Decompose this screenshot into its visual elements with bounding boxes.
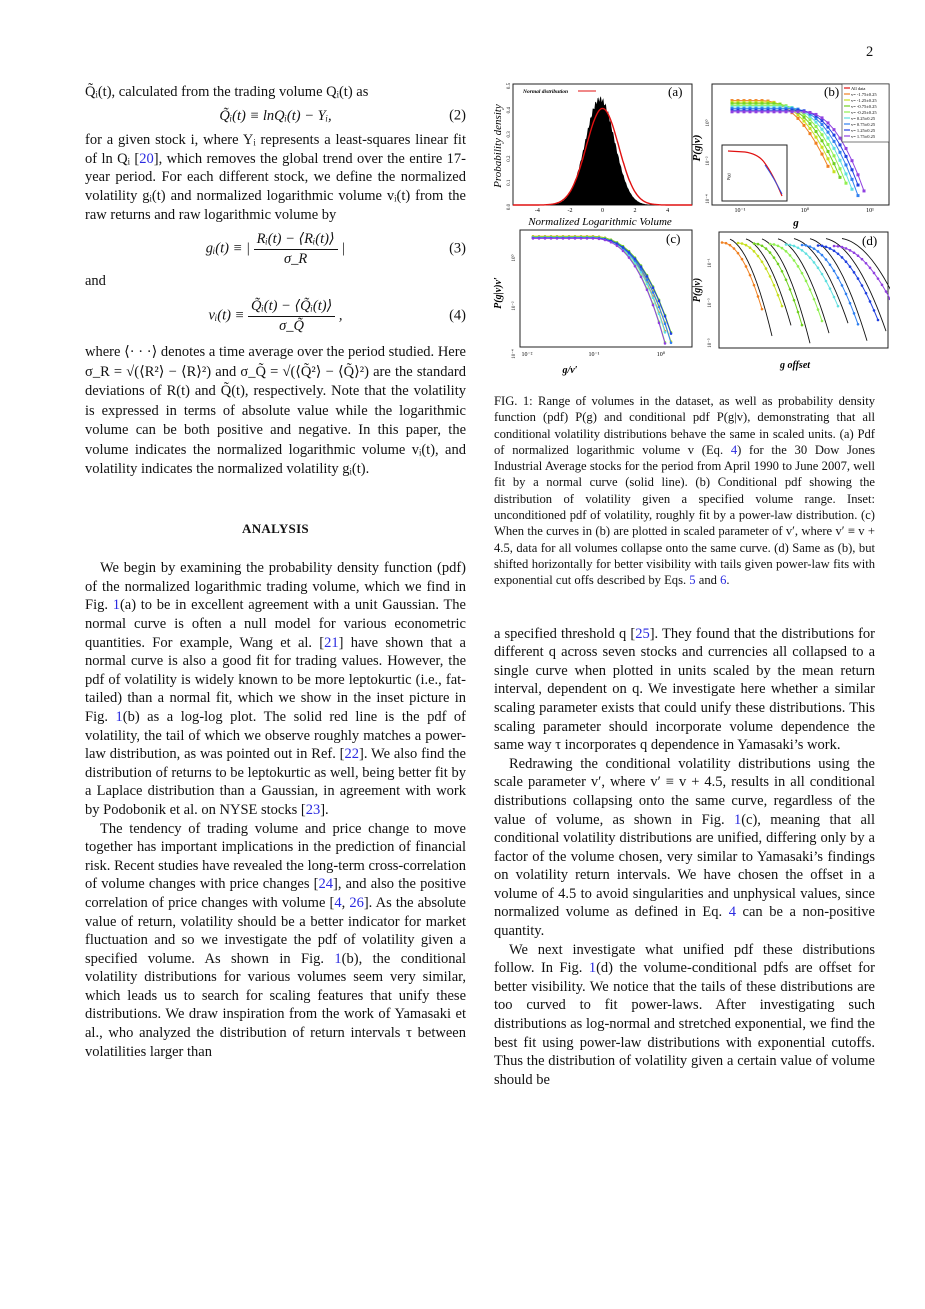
text-segment: for a given stock i, where Yᵢ represents a least-squares linear fit of ln Qᵢ [: [85, 132, 466, 167]
text-segment: a specified threshold q [: [494, 625, 636, 642]
citation-link[interactable]: 22: [344, 746, 360, 763]
equation-4-number: (4): [449, 307, 466, 324]
text-segment: ], which removes the global trend over the entire 17-year period. For each different stock, we define the normalized volatility gᵢ(t) and normalized logarithmic volume vᵢ(t) from the raw returns and raw logarithmic volume by: [85, 150, 467, 223]
tick-label: 10¹: [866, 208, 874, 214]
fraction: [254, 230, 338, 268]
tick-label: 10⁰: [512, 254, 517, 262]
tick-label: -4: [534, 208, 540, 214]
panel-label: (b): [824, 84, 840, 99]
equation-2: [85, 107, 466, 126]
tick-label: 0.0: [507, 203, 512, 211]
figure-caption: [494, 393, 875, 589]
panel-label: (c): [666, 231, 681, 246]
tick-label: 10⁻⁴: [512, 349, 517, 359]
numerator: Q̃ᵢ(t) − ⟨Q̃ᵢ(t)⟩: [248, 297, 335, 317]
right-column: [494, 393, 875, 1089]
y-ticks: [707, 258, 713, 348]
tick-label: 10⁻⁵: [708, 338, 713, 348]
tick-label: -2: [567, 208, 573, 214]
citation-link[interactable]: 1: [334, 950, 342, 967]
tick-label: 10⁻¹: [708, 258, 713, 268]
text-segment: and: [695, 573, 721, 588]
denominator: σ_Q̃: [279, 317, 305, 334]
panel-c-frame: [520, 230, 692, 347]
paragraph-text: [85, 343, 466, 480]
legend-entry: All data: [851, 85, 866, 91]
x-axis-label: g offset: [779, 360, 811, 371]
tick-label: 10⁻³: [708, 298, 713, 308]
tick-label: 0.1: [507, 179, 512, 186]
text-segment: ]. We also find the distribution of returns to be leptokurtic as well, being better fit by a Laplace distribution than a Gaussian, in agreement with work by Podobonik et al. on NYSE stocks [: [85, 746, 466, 818]
text-segment: ) for the 30 Dow Jones Industrial Average stocks for the period from April 1990 to June 2007, well fit by a normal curve (solid line). (b) Conditional pdf showing the distribution of volatility given a specified volume range. Inset: unconditioned pdf of volatility, roughly fit by a power-law distribution. (c) When the curves in (b) are plotted in scaled parameter of v′, where v′ ≡ v + 4.5, data for all volumes collapse onto the same curve. (d) Same as (b), but shifted horizontally for better visibility with tails given power-law fits with exponential cut offs described by Eqs.: [494, 442, 875, 588]
citation-link[interactable]: 4: [728, 904, 736, 921]
paragraph-text: [85, 820, 466, 1062]
text-segment: ], and also the positive correlation of price changes with volume [: [85, 876, 466, 911]
caption-text: [494, 394, 875, 587]
citation-link[interactable]: 4: [730, 442, 738, 457]
y-axis-label: P(g|v): [691, 134, 703, 162]
panel-d: [692, 232, 890, 371]
text-segment: ] have shown that a normal curve is also a good fit for trading values. However, the pdf of volatility is widely known to be more leptokurtic (i.e., fat-tailed) than a normal fit, which we show in the inset picture in Fig.: [85, 634, 466, 725]
and-text: and: [85, 273, 106, 290]
panel-label: (d): [862, 233, 878, 248]
page-number: 2: [866, 44, 874, 60]
tick-label: 10⁻¹: [734, 208, 746, 214]
intro-text: Q̃ᵢ(t), calculated from the trading volume Qᵢ(t) as: [85, 84, 369, 100]
legend-entry: v= 0.25±0.25: [851, 115, 876, 121]
inset-y-label: P(g): [726, 173, 731, 180]
legend-entry: v= -0.75±0.25: [851, 103, 877, 109]
citation-link[interactable]: 1: [112, 597, 120, 614]
text-segment: We begin by examining the probability density function (pdf) of the normalized logarithmic trading volume, which we find in Fig.: [85, 560, 466, 614]
paragraph-text: [494, 625, 875, 755]
tick-label: 4: [666, 208, 670, 214]
tick-label: 10⁻⁴: [706, 194, 711, 204]
legend-entry: v= -1.75±0.25: [851, 91, 877, 97]
tick-label: 10⁻¹: [588, 352, 600, 358]
numerator: Rᵢ(t) − ⟨Rᵢ(t)⟩: [254, 230, 338, 250]
text-segment: (d) the volume-conditional pdfs are offset for better visibility. We notice that the tails of these distributions are too curved to fit power-laws. After investigating such distributions as log-normal and stretched exponential, we find the best fit using power-law distributions with exponential cutoffs. Thus the distribution of volatility given a certain value of volume should be: [494, 960, 875, 1088]
text-segment: FIG. 1: Range of volumes in the dataset, as well as probability density function (pdf) P(g) and conditional pdf P(g|v), demonstrating that all conditional volatility distributions behave the same in scaled units. (a) Pdf of normalized logarithmic volume v (Eq.: [494, 394, 875, 457]
tick-label: 0.3: [507, 131, 512, 138]
tick-label: 10⁰: [800, 208, 810, 214]
legend-entry: v= -0.25±0.25: [851, 109, 877, 115]
equation-2-number: (2): [449, 107, 466, 124]
y-axis-label: Probability density: [492, 104, 504, 188]
citation-link[interactable]: 4: [334, 894, 342, 911]
x-axis-label: g/v′: [562, 365, 578, 376]
text-segment: where ⟨· · ·⟩ denotes a time average over the period studied. Here σ_R = √(⟨R²⟩ − ⟨R⟩²) and σ_Q̃ = √(⟨Q̃²⟩ − ⟨Q̃⟩²) are the standard deviations of R(t) and Q̃(t), respectively. Note that the volatility is expressed in terms of absolute value while the logarithmic volume can be both positive and negative. In this paper, the volume indicates the normalized logarithmic volume vᵢ(t), and volatility indicates the normalized volatility gᵢ(t).: [85, 344, 466, 478]
text-segment: ].: [320, 801, 329, 818]
citation-link[interactable]: 26: [349, 894, 364, 911]
y-axis-label: P(g|v)v′: [493, 277, 504, 309]
legend-entry: v= 1.25±0.25: [851, 127, 876, 133]
x-axis-label: g: [793, 217, 799, 229]
equation-4-lhs: vᵢ(t) ≡: [208, 307, 245, 324]
tick-label: 10⁻²: [706, 156, 711, 166]
paragraph-text: [494, 941, 875, 1090]
text-segment: We next investigate what unified pdf these distributions follow. In Fig.: [494, 941, 875, 977]
tick-label: 10⁻²: [512, 301, 517, 311]
denominator: σ_R: [283, 250, 308, 267]
text-segment: (a) to be in excellent agreement with a unit Gaussian. The normal curve is often a null model for various econometric quantities. For example, Wang et al. [: [85, 597, 466, 651]
y-ticks: [511, 254, 517, 358]
citation-link[interactable]: 6: [720, 573, 727, 588]
figure-1: [490, 78, 890, 383]
text-segment: (c), meaning that all conditional volatility distributions are unified, differing only by a factor of the volume chosen, very similar to Yamasaki’s findings on volatility return intervals. We have chosen the offset in a volume of 4.5 to avoid singularities and unphysical values, since normalized volume as defined in Eq.: [494, 811, 875, 921]
equation-4-body: [85, 297, 466, 335]
text-segment: ]. They found that the distributions for different q across seven stocks and currencies all collapsed to a single curve when plotted in units scaled by the mean return interval, dependent on q. We investigate here whether a similar scaling parameter exists that could unify these distributions. This scaling parameter should incorporate volume dependence the same way τ incorporates q dependence in Yamasaki’s work.: [494, 625, 875, 754]
section-heading: ANALYSIS: [242, 520, 309, 536]
text-segment: (b) as a log-log plot. The solid red line is the pdf of volatility, the tail of which we observe roughly matches a power-law distribution, as was pointed out in Ref. [: [85, 708, 467, 763]
legend-label: Normal distribution: [523, 89, 569, 95]
tick-label: 0: [601, 208, 604, 214]
equation-2-body: Q̃ᵢ(t) ≡ lnQᵢ(t) − Yᵢ,: [219, 107, 332, 124]
equation-3: [85, 230, 466, 268]
x-ticks: [535, 208, 669, 214]
inset-frame: [722, 145, 787, 201]
panel-label: (a): [668, 84, 683, 99]
panel-b: [691, 84, 889, 229]
citation-link[interactable]: 21: [324, 634, 339, 651]
equation-3-lhs: gᵢ(t) ≡ |: [205, 240, 250, 257]
citation-link[interactable]: 25: [635, 625, 650, 642]
tick-label: 0.5: [507, 82, 512, 90]
equation-3-rhs: |: [341, 240, 346, 257]
equation-4: [85, 297, 466, 335]
x-axis-label: Normalized Logarithmic Volume: [528, 216, 672, 228]
legend-entry: v= 0.75±0.25: [851, 121, 876, 127]
panel-a: [492, 82, 692, 228]
left-column: [85, 83, 466, 1061]
tick-label: 2: [633, 208, 637, 214]
x-ticks: [522, 351, 666, 358]
citation-link[interactable]: 1: [115, 708, 123, 725]
citation-link[interactable]: 1: [733, 811, 742, 828]
text-segment: Redrawing the conditional volatility distributions using the scale parameter v′, where v′ ≡ v + 4.5, results in all conditional distributions collapsing onto the same curve, regardless of the value of volume, as shown in Fig.: [494, 755, 875, 828]
paragraph-text: [85, 131, 466, 224]
equation-3-body: [85, 230, 466, 268]
tick-label: 10⁰: [706, 119, 711, 127]
equation-3-number: (3): [449, 240, 466, 257]
fraction: [248, 297, 335, 335]
legend-entry: v= 1.75±0.25: [851, 133, 876, 139]
tick-label: 0.4: [507, 107, 512, 114]
citation-link[interactable]: 1: [588, 960, 597, 977]
x-ticks: [735, 207, 875, 214]
y-ticks: [507, 82, 512, 210]
text-segment: The tendency of trading volume and price change to move together has important implications in the prediction of financial risk. Recent studies have revealed the long-term cross-correlation of volume changes with price changes [: [85, 820, 466, 893]
tick-label: 0.2: [507, 155, 512, 162]
text-segment: ,: [341, 894, 350, 911]
text-segment: (b), the conditional volatility distributions for various volumes seem very similar, which leads us to search for scaling features that unify these distributions. We draw inspiration from the work of Yamasaki et al., who analyzed the distribution of return intervals τ between volatilities larger than: [85, 950, 466, 1060]
paragraph-text: [494, 755, 875, 941]
text-segment: .: [726, 573, 730, 588]
citation-link[interactable]: 5: [689, 573, 696, 588]
y-axis-label: P(g|v): [692, 277, 703, 303]
text-segment: ]. As the absolute value of return, volatility should be a better indicator for market fluctuation and so we investigate the pdf of volatility given a specified volume. As shown in Fig.: [85, 894, 466, 967]
text-segment: can be a non-positive quantity.: [494, 904, 875, 940]
equation-4-rhs: ,: [338, 307, 343, 324]
paragraph-text: [85, 559, 466, 819]
citation-link[interactable]: 20: [139, 150, 154, 167]
citation-link[interactable]: 23: [305, 801, 321, 818]
y-ticks: [705, 119, 711, 203]
tick-label: 10⁰: [656, 352, 666, 358]
tick-label: 10⁻²: [521, 352, 533, 358]
legend-entry: v= -1.25±0.25: [851, 97, 877, 103]
panel-c: [493, 230, 692, 376]
citation-link[interactable]: 24: [318, 876, 333, 893]
